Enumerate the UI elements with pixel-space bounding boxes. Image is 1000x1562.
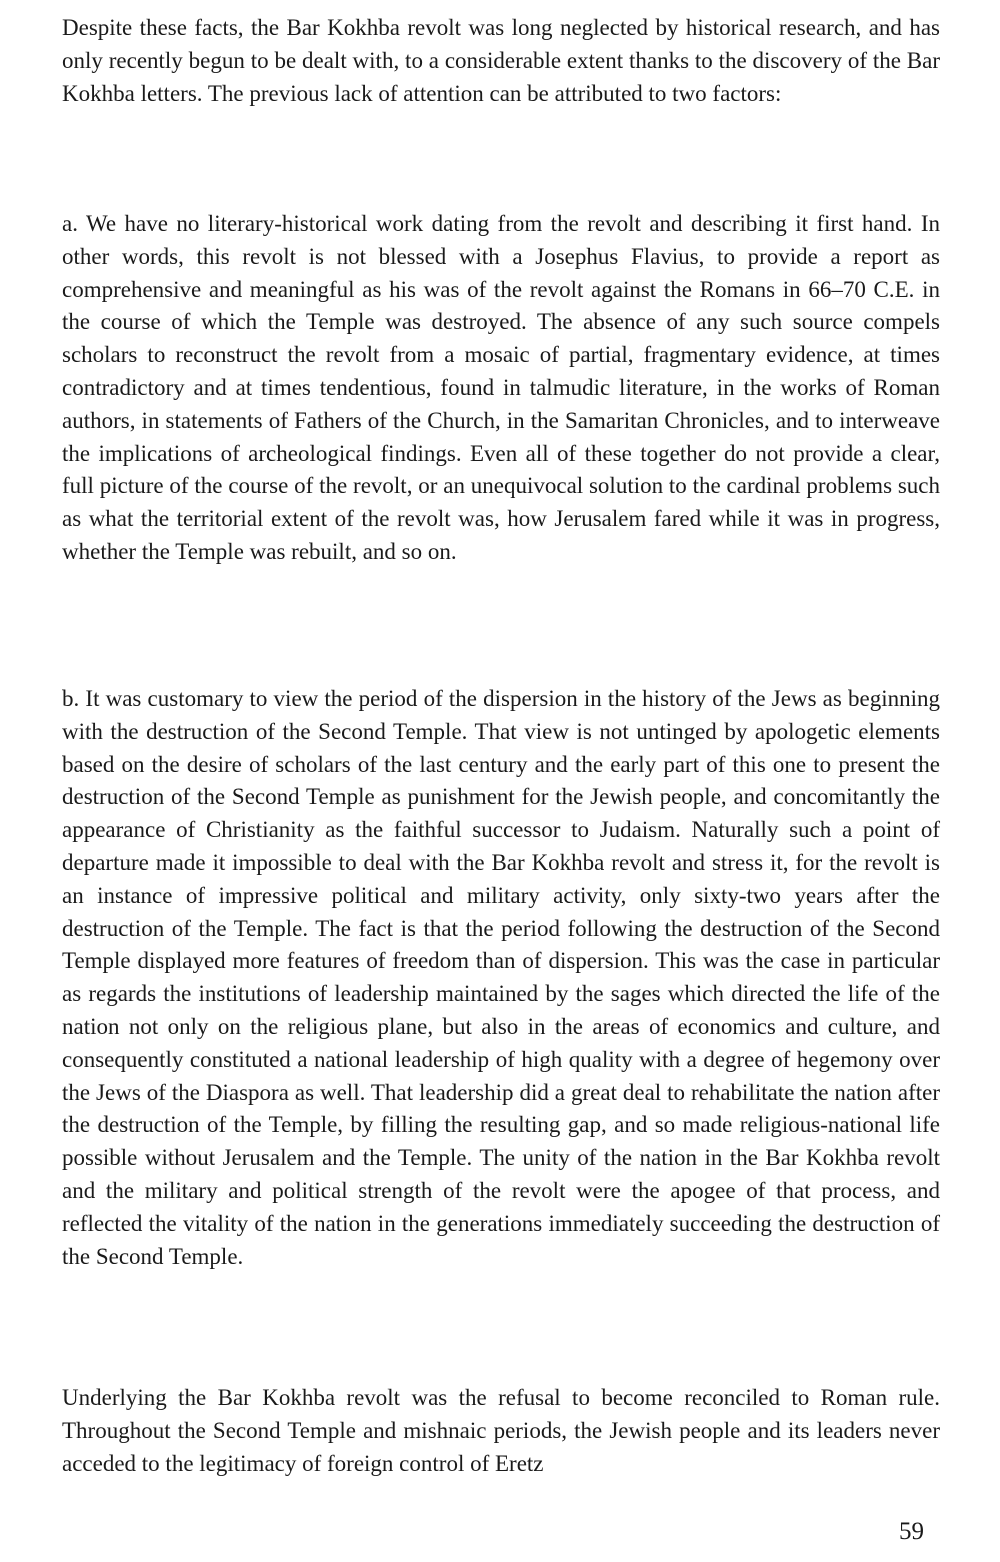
paragraph-factor-a — [62, 208, 940, 569]
paragraph-text: Underlying the Bar Kokhba revolt was the refusal to become reconciled to Roman rule. Throughout the Second Temple and mishnaic periods, the Jewish people and its leaders never acceded to the legitimacy of foreign control of Eretz — [62, 1385, 940, 1476]
paragraph-text: a. We have no literary-historical work dating from the revolt and describing it first hand. In other words, this revolt is not blessed with a Josephus Flavius, to provide a report as comprehensive and meaningful as his was of the revolt against the Romans in 66–70 C.E. in the course of which the Temple was destroyed. The absence of any such source compels scholars to reconstruct the revolt from a mosaic of partial, fragmentary evidence, at times contradictory and at times tendentious, found in talmudic literature, in the works of Roman authors, in statements of Fathers of the Church, in the Samaritan Chronicles, and to interweave the implications of archeological findings. Even all of these together do not provide a clear, full picture of the course of the revolt, or an unequivocal solution to the cardinal problems such as what the territorial extent of the revolt was, how Jerusalem fared while it was in progress, whether the Temple was rebuilt, and so on. — [62, 211, 940, 564]
page-number: 59 — [899, 1518, 924, 1545]
paragraph-intro — [62, 12, 940, 110]
paragraph-text: Despite these facts, the Bar Kokhba revolt was long neglected by historical research, and has only recently begun to be dealt with, to a considerable extent thanks to the discovery of the Bar Kokhba letters. The previous lack of attention can be attributed to two factors: — [62, 15, 940, 106]
paragraph-underlying — [62, 1382, 940, 1480]
paragraph-factor-b — [62, 683, 940, 1273]
paragraph-text: b. It was customary to view the period of the dispersion in the history of the Jews as beginning with the destruction of the Second Temple. That view is not untinged by apologetic elements based on the desire of scholars of the last century and the early part of this one to present the destruction of the Second Temple as punishment for the Jewish people, and concomitantly the appearance of Christianity as the faithful successor to Judaism. Naturally such a point of departure made it impossible to deal with the Bar Kokhba revolt and stress it, for the revolt is an instance of impressive political and military activity, only sixty-two years after the destruction of the Temple. The fact is that the period following the destruction of the Second Temple displayed more features of freedom than of dispersion. This was the case in particular as regards the institutions of leadership maintained by the sages which directed the life of the nation not only on the religious plane, but also in the areas of economics and culture, and consequently constituted a national leadership of high quality with a degree of hegemony over the Jews of the Diaspora as well. That leadership did a great deal to rehabilitate the nation after the destruction of the Temple, by filling the resulting gap, and so made religious-national life possible without Jerusalem and the Temple. The unity of the nation in the Bar Kokhba revolt and the military and political strength of the revolt were the apogee of that process, and reflected the vitality of the nation in the generations immediately succeeding the destruction of the Second Temple. — [62, 686, 940, 1269]
